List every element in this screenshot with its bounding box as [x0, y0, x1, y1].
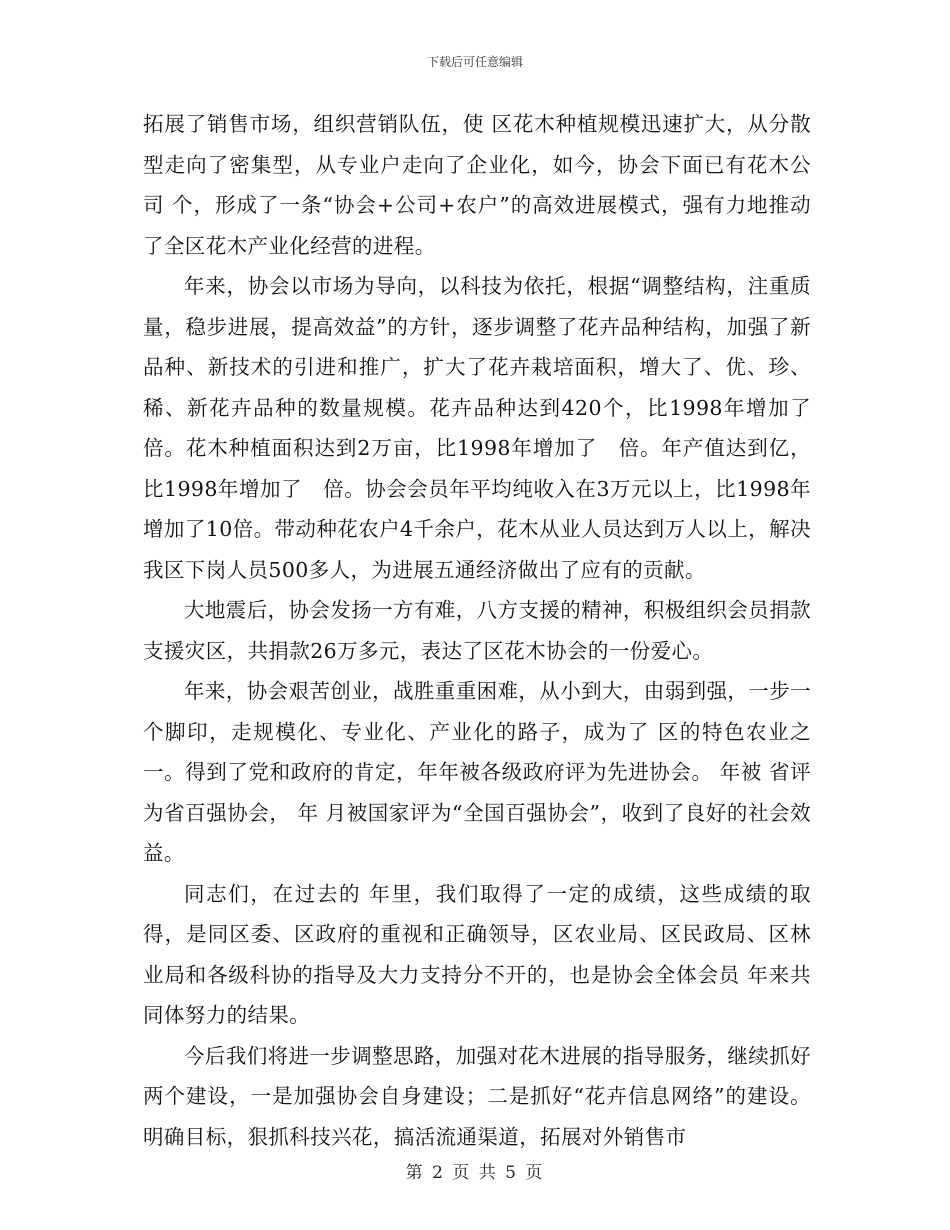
paragraph: 大地震后，协会发扬一方有难，八方支援的精神，积极组织会员捐款支援灾区，共捐款26万多元，表达了区花木协会的一份爱心。	[143, 598, 811, 663]
paragraph: 今后我们将进一步调整思路，加强对花木进展的指导服务，继续抓好两个建设，一是加强协会自身建设；二是抓好“花卉信息网络”的建设。明确目标，狠抓科技兴花，搞活流通渠道，拓展对外销售市	[143, 1043, 811, 1149]
paragraph: 拓展了销售市场，组织营销队伍，使 区花木种植规模迅速扩大，从分散型走向了密集型，从专业户走向了企业化，如今，协会下面已有花木公司 个，形成了一条“协会+公司+农户”的高效进展模式，强有力地推动了全区花木产业化经营的进程。	[143, 112, 811, 258]
paragraph: 年来，协会以市场为导向，以科技为依托，根据“调整结构，注重质量，稳步进展，提高效益”的方针，逐步调整了花卉品种结构，加强了新品种、新技术的引进和推广，扩大了花卉栽培面积，增大了、优、珍、稀、新花卉品种的数量规模。花卉品种达到420个，比1998年增加了 倍。花木种植面积达到2万亩，比1998年增加了 倍。年产值达到亿，比1998年增加了 倍。协会会员年平均纯收入在3万元以上，比1998年增加了10倍。带动种花农户4千余户，花木从业人员达到万人以上，解决我区下岗人员500多人，为进展五通经济做出了应有的贡献。	[143, 274, 832, 582]
page-header-note: 下载后可任意编辑	[426, 55, 523, 69]
document-body	[143, 104, 832, 1157]
paragraph: 年来，协会艰苦创业，战胜重重困难，从小到大，由弱到强，一步一个脚印，走规模化、专业化、产业化的路子，成为了 区的特色农业之一。得到了党和政府的肯定，年年被各级政府评为先进协会。 年被 省评为省百强协会， 年 月被国家评为“全国百强协会”，收到了良好的社会效益。	[143, 679, 811, 865]
page-number: 第 2 页 共 5 页	[405, 1163, 545, 1183]
paragraph: 同志们，在过去的 年里，我们取得了一定的成绩，这些成绩的取得，是同区委、区政府的重视和正确领导，区农业局、区民政局、区林业局和各级科协的指导及大力支持分不开的，也是协会全体会员 年来共同体努力的结果。	[143, 881, 811, 1027]
